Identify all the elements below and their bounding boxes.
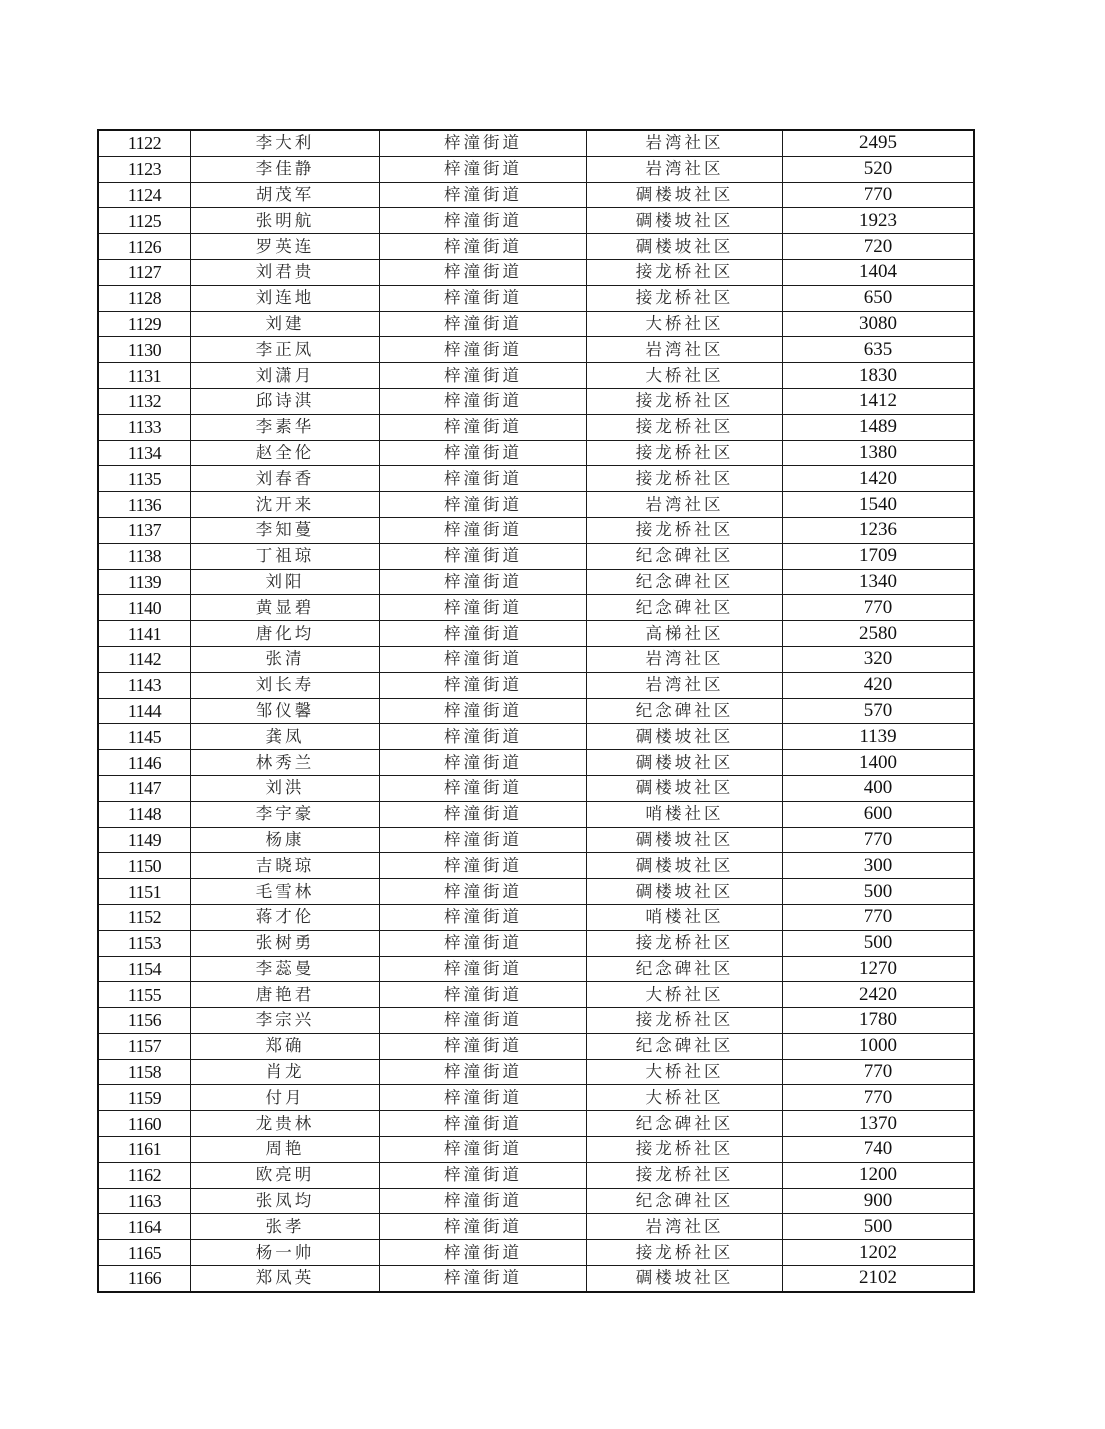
community-cell: 岩湾社区 <box>587 492 783 518</box>
amount-cell: 1000 <box>783 1033 975 1059</box>
amount-cell: 1370 <box>783 1111 975 1137</box>
row-id-cell: 1123 <box>98 156 191 182</box>
row-id-cell: 1155 <box>98 982 191 1008</box>
community-cell: 接龙桥社区 <box>587 1162 783 1188</box>
table-row <box>98 1240 974 1266</box>
table-row <box>98 492 974 518</box>
row-id-cell: 1157 <box>98 1033 191 1059</box>
community-cell: 接龙桥社区 <box>587 1008 783 1034</box>
row-id-cell: 1127 <box>98 259 191 285</box>
row-id-cell: 1136 <box>98 492 191 518</box>
amount-cell: 570 <box>783 698 975 724</box>
amount-cell: 2580 <box>783 621 975 647</box>
amount-cell: 500 <box>783 879 975 905</box>
community-cell: 纪念碑社区 <box>587 1033 783 1059</box>
person-name-cell: 蒋才伦 <box>191 904 380 930</box>
row-id-cell: 1130 <box>98 337 191 363</box>
community-cell: 岩湾社区 <box>587 130 783 156</box>
amount-cell: 1400 <box>783 750 975 776</box>
community-cell: 碉楼坡社区 <box>587 208 783 234</box>
person-name-cell: 邱诗淇 <box>191 388 380 414</box>
street-cell: 梓潼街道 <box>380 904 587 930</box>
table-row <box>98 698 974 724</box>
amount-cell: 1709 <box>783 543 975 569</box>
community-cell: 大桥社区 <box>587 1059 783 1085</box>
amount-cell: 1200 <box>783 1162 975 1188</box>
row-id-cell: 1161 <box>98 1137 191 1163</box>
person-name-cell: 周艳 <box>191 1137 380 1163</box>
street-cell: 梓潼街道 <box>380 311 587 337</box>
person-name-cell: 丁祖琼 <box>191 543 380 569</box>
community-cell: 纪念碑社区 <box>587 543 783 569</box>
row-id-cell: 1147 <box>98 775 191 801</box>
row-id-cell: 1133 <box>98 414 191 440</box>
row-id-cell: 1145 <box>98 724 191 750</box>
table-row <box>98 904 974 930</box>
community-cell: 碉楼坡社区 <box>587 1266 783 1292</box>
person-name-cell: 张明航 <box>191 208 380 234</box>
row-id-cell: 1159 <box>98 1085 191 1111</box>
person-name-cell: 李大利 <box>191 130 380 156</box>
amount-cell: 1380 <box>783 440 975 466</box>
table-row <box>98 621 974 647</box>
table-row <box>98 775 974 801</box>
table-row <box>98 1008 974 1034</box>
table-row <box>98 1085 974 1111</box>
person-name-cell: 刘长寿 <box>191 672 380 698</box>
person-name-cell: 李素华 <box>191 414 380 440</box>
community-cell: 大桥社区 <box>587 311 783 337</box>
community-cell: 接龙桥社区 <box>587 1137 783 1163</box>
amount-cell: 720 <box>783 234 975 260</box>
street-cell: 梓潼街道 <box>380 1085 587 1111</box>
table-row <box>98 130 974 156</box>
street-cell: 梓潼街道 <box>380 930 587 956</box>
person-name-cell: 李蕊曼 <box>191 956 380 982</box>
community-cell: 碉楼坡社区 <box>587 234 783 260</box>
street-cell: 梓潼街道 <box>380 853 587 879</box>
street-cell: 梓潼街道 <box>380 1240 587 1266</box>
table-row <box>98 234 974 260</box>
table-row <box>98 646 974 672</box>
amount-cell: 420 <box>783 672 975 698</box>
amount-cell: 770 <box>783 182 975 208</box>
table-row <box>98 414 974 440</box>
community-cell: 接龙桥社区 <box>587 440 783 466</box>
street-cell: 梓潼街道 <box>380 543 587 569</box>
row-id-cell: 1131 <box>98 363 191 389</box>
row-id-cell: 1149 <box>98 827 191 853</box>
street-cell: 梓潼街道 <box>380 492 587 518</box>
row-id-cell: 1158 <box>98 1059 191 1085</box>
street-cell: 梓潼街道 <box>380 1188 587 1214</box>
community-cell: 碉楼坡社区 <box>587 750 783 776</box>
community-cell: 哨楼社区 <box>587 801 783 827</box>
row-id-cell: 1137 <box>98 517 191 543</box>
table-row <box>98 543 974 569</box>
street-cell: 梓潼街道 <box>380 388 587 414</box>
person-name-cell: 赵全伦 <box>191 440 380 466</box>
street-cell: 梓潼街道 <box>380 724 587 750</box>
community-cell: 接龙桥社区 <box>587 414 783 440</box>
person-name-cell: 毛雪林 <box>191 879 380 905</box>
row-id-cell: 1152 <box>98 904 191 930</box>
amount-cell: 1780 <box>783 1008 975 1034</box>
row-id-cell: 1160 <box>98 1111 191 1137</box>
community-cell: 高梯社区 <box>587 621 783 647</box>
amount-cell: 2495 <box>783 130 975 156</box>
person-name-cell: 刘君贵 <box>191 259 380 285</box>
table-row <box>98 182 974 208</box>
street-cell: 梓潼街道 <box>380 208 587 234</box>
community-cell: 大桥社区 <box>587 363 783 389</box>
community-cell: 纪念碑社区 <box>587 956 783 982</box>
community-cell: 碉楼坡社区 <box>587 827 783 853</box>
street-cell: 梓潼街道 <box>380 285 587 311</box>
roster-table-body <box>98 130 974 1292</box>
street-cell: 梓潼街道 <box>380 1137 587 1163</box>
street-cell: 梓潼街道 <box>380 879 587 905</box>
row-id-cell: 1144 <box>98 698 191 724</box>
person-name-cell: 郑确 <box>191 1033 380 1059</box>
person-name-cell: 张凤均 <box>191 1188 380 1214</box>
community-cell: 纪念碑社区 <box>587 595 783 621</box>
table-row <box>98 440 974 466</box>
table-row <box>98 879 974 905</box>
person-name-cell: 张孝 <box>191 1214 380 1240</box>
street-cell: 梓潼街道 <box>380 130 587 156</box>
community-cell: 接龙桥社区 <box>587 930 783 956</box>
amount-cell: 3080 <box>783 311 975 337</box>
street-cell: 梓潼街道 <box>380 466 587 492</box>
row-id-cell: 1153 <box>98 930 191 956</box>
community-cell: 碉楼坡社区 <box>587 853 783 879</box>
table-row <box>98 672 974 698</box>
amount-cell: 770 <box>783 904 975 930</box>
person-name-cell: 郑凤英 <box>191 1266 380 1292</box>
community-cell: 纪念碑社区 <box>587 1111 783 1137</box>
community-cell: 岩湾社区 <box>587 156 783 182</box>
amount-cell: 1420 <box>783 466 975 492</box>
street-cell: 梓潼街道 <box>380 775 587 801</box>
amount-cell: 1139 <box>783 724 975 750</box>
table-row <box>98 1137 974 1163</box>
street-cell: 梓潼街道 <box>380 646 587 672</box>
person-name-cell: 付月 <box>191 1085 380 1111</box>
person-name-cell: 肖龙 <box>191 1059 380 1085</box>
table-row <box>98 208 974 234</box>
row-id-cell: 1156 <box>98 1008 191 1034</box>
table-row <box>98 750 974 776</box>
table-row <box>98 569 974 595</box>
community-cell: 接龙桥社区 <box>587 285 783 311</box>
amount-cell: 2102 <box>783 1266 975 1292</box>
person-name-cell: 刘阳 <box>191 569 380 595</box>
amount-cell: 1489 <box>783 414 975 440</box>
community-cell: 碉楼坡社区 <box>587 182 783 208</box>
amount-cell: 300 <box>783 853 975 879</box>
community-cell: 纪念碑社区 <box>587 1188 783 1214</box>
table-row <box>98 1162 974 1188</box>
street-cell: 梓潼街道 <box>380 156 587 182</box>
table-row <box>98 1266 974 1292</box>
row-id-cell: 1122 <box>98 130 191 156</box>
community-cell: 哨楼社区 <box>587 904 783 930</box>
person-name-cell: 黄显碧 <box>191 595 380 621</box>
person-name-cell: 李佳静 <box>191 156 380 182</box>
table-row <box>98 363 974 389</box>
row-id-cell: 1162 <box>98 1162 191 1188</box>
table-row <box>98 956 974 982</box>
row-id-cell: 1163 <box>98 1188 191 1214</box>
person-name-cell: 唐化均 <box>191 621 380 647</box>
amount-cell: 650 <box>783 285 975 311</box>
person-name-cell: 刘潇月 <box>191 363 380 389</box>
community-cell: 接龙桥社区 <box>587 466 783 492</box>
table-row <box>98 595 974 621</box>
community-cell: 接龙桥社区 <box>587 259 783 285</box>
amount-cell: 1270 <box>783 956 975 982</box>
amount-cell: 1236 <box>783 517 975 543</box>
community-cell: 纪念碑社区 <box>587 569 783 595</box>
person-name-cell: 杨一帅 <box>191 1240 380 1266</box>
street-cell: 梓潼街道 <box>380 982 587 1008</box>
person-name-cell: 张树勇 <box>191 930 380 956</box>
table-row <box>98 853 974 879</box>
table-row <box>98 1188 974 1214</box>
row-id-cell: 1146 <box>98 750 191 776</box>
row-id-cell: 1165 <box>98 1240 191 1266</box>
amount-cell: 635 <box>783 337 975 363</box>
community-cell: 碉楼坡社区 <box>587 775 783 801</box>
person-name-cell: 李宇豪 <box>191 801 380 827</box>
person-name-cell: 沈开来 <box>191 492 380 518</box>
table-row <box>98 1059 974 1085</box>
table-row <box>98 930 974 956</box>
amount-cell: 1923 <box>783 208 975 234</box>
community-cell: 纪念碑社区 <box>587 698 783 724</box>
row-id-cell: 1166 <box>98 1266 191 1292</box>
street-cell: 梓潼街道 <box>380 801 587 827</box>
amount-cell: 1412 <box>783 388 975 414</box>
table-row <box>98 827 974 853</box>
person-name-cell: 刘春香 <box>191 466 380 492</box>
amount-cell: 320 <box>783 646 975 672</box>
street-cell: 梓潼街道 <box>380 1008 587 1034</box>
community-cell: 岩湾社区 <box>587 646 783 672</box>
street-cell: 梓潼街道 <box>380 595 587 621</box>
row-id-cell: 1135 <box>98 466 191 492</box>
person-name-cell: 李正凤 <box>191 337 380 363</box>
row-id-cell: 1154 <box>98 956 191 982</box>
amount-cell: 1540 <box>783 492 975 518</box>
person-name-cell: 林秀兰 <box>191 750 380 776</box>
street-cell: 梓潼街道 <box>380 414 587 440</box>
amount-cell: 770 <box>783 1085 975 1111</box>
amount-cell: 770 <box>783 595 975 621</box>
community-cell: 接龙桥社区 <box>587 517 783 543</box>
street-cell: 梓潼街道 <box>380 234 587 260</box>
amount-cell: 770 <box>783 1059 975 1085</box>
community-cell: 岩湾社区 <box>587 337 783 363</box>
community-cell: 岩湾社区 <box>587 672 783 698</box>
row-id-cell: 1151 <box>98 879 191 905</box>
street-cell: 梓潼街道 <box>380 517 587 543</box>
row-id-cell: 1139 <box>98 569 191 595</box>
table-row <box>98 517 974 543</box>
community-cell: 碉楼坡社区 <box>587 879 783 905</box>
row-id-cell: 1164 <box>98 1214 191 1240</box>
street-cell: 梓潼街道 <box>380 182 587 208</box>
street-cell: 梓潼街道 <box>380 440 587 466</box>
street-cell: 梓潼街道 <box>380 956 587 982</box>
amount-cell: 900 <box>783 1188 975 1214</box>
community-cell: 碉楼坡社区 <box>587 724 783 750</box>
street-cell: 梓潼街道 <box>380 1059 587 1085</box>
row-id-cell: 1141 <box>98 621 191 647</box>
person-name-cell: 吉晓琼 <box>191 853 380 879</box>
table-row <box>98 259 974 285</box>
person-name-cell: 罗英连 <box>191 234 380 260</box>
person-name-cell: 刘建 <box>191 311 380 337</box>
amount-cell: 1340 <box>783 569 975 595</box>
person-name-cell: 唐艳君 <box>191 982 380 1008</box>
amount-cell: 1830 <box>783 363 975 389</box>
row-id-cell: 1129 <box>98 311 191 337</box>
amount-cell: 400 <box>783 775 975 801</box>
row-id-cell: 1150 <box>98 853 191 879</box>
table-row <box>98 801 974 827</box>
row-id-cell: 1125 <box>98 208 191 234</box>
community-cell: 接龙桥社区 <box>587 1240 783 1266</box>
table-row <box>98 285 974 311</box>
street-cell: 梓潼街道 <box>380 1214 587 1240</box>
person-name-cell: 李宗兴 <box>191 1008 380 1034</box>
table-row <box>98 1214 974 1240</box>
street-cell: 梓潼街道 <box>380 1162 587 1188</box>
person-name-cell: 刘洪 <box>191 775 380 801</box>
row-id-cell: 1128 <box>98 285 191 311</box>
street-cell: 梓潼街道 <box>380 1033 587 1059</box>
person-name-cell: 龚凤 <box>191 724 380 750</box>
amount-cell: 1404 <box>783 259 975 285</box>
row-id-cell: 1134 <box>98 440 191 466</box>
roster-table <box>97 129 975 1293</box>
table-row <box>98 466 974 492</box>
table-row <box>98 337 974 363</box>
table-row <box>98 311 974 337</box>
row-id-cell: 1138 <box>98 543 191 569</box>
street-cell: 梓潼街道 <box>380 363 587 389</box>
row-id-cell: 1126 <box>98 234 191 260</box>
amount-cell: 520 <box>783 156 975 182</box>
table-row <box>98 388 974 414</box>
street-cell: 梓潼街道 <box>380 259 587 285</box>
table-row <box>98 724 974 750</box>
street-cell: 梓潼街道 <box>380 698 587 724</box>
person-name-cell: 刘连地 <box>191 285 380 311</box>
person-name-cell: 邹仪馨 <box>191 698 380 724</box>
street-cell: 梓潼街道 <box>380 827 587 853</box>
community-cell: 接龙桥社区 <box>587 388 783 414</box>
row-id-cell: 1143 <box>98 672 191 698</box>
amount-cell: 770 <box>783 827 975 853</box>
row-id-cell: 1140 <box>98 595 191 621</box>
person-name-cell: 胡茂军 <box>191 182 380 208</box>
table-row <box>98 1111 974 1137</box>
row-id-cell: 1148 <box>98 801 191 827</box>
amount-cell: 500 <box>783 930 975 956</box>
person-name-cell: 龙贵林 <box>191 1111 380 1137</box>
street-cell: 梓潼街道 <box>380 569 587 595</box>
amount-cell: 500 <box>783 1214 975 1240</box>
person-name-cell: 李知蔓 <box>191 517 380 543</box>
street-cell: 梓潼街道 <box>380 750 587 776</box>
row-id-cell: 1132 <box>98 388 191 414</box>
table-row <box>98 1033 974 1059</box>
table-row <box>98 156 974 182</box>
row-id-cell: 1124 <box>98 182 191 208</box>
street-cell: 梓潼街道 <box>380 672 587 698</box>
community-cell: 大桥社区 <box>587 982 783 1008</box>
community-cell: 大桥社区 <box>587 1085 783 1111</box>
person-name-cell: 张清 <box>191 646 380 672</box>
person-name-cell: 欧亮明 <box>191 1162 380 1188</box>
row-id-cell: 1142 <box>98 646 191 672</box>
amount-cell: 600 <box>783 801 975 827</box>
street-cell: 梓潼街道 <box>380 621 587 647</box>
street-cell: 梓潼街道 <box>380 1111 587 1137</box>
table-row <box>98 982 974 1008</box>
person-name-cell: 杨康 <box>191 827 380 853</box>
street-cell: 梓潼街道 <box>380 337 587 363</box>
amount-cell: 2420 <box>783 982 975 1008</box>
amount-cell: 1202 <box>783 1240 975 1266</box>
amount-cell: 740 <box>783 1137 975 1163</box>
community-cell: 岩湾社区 <box>587 1214 783 1240</box>
street-cell: 梓潼街道 <box>380 1266 587 1292</box>
